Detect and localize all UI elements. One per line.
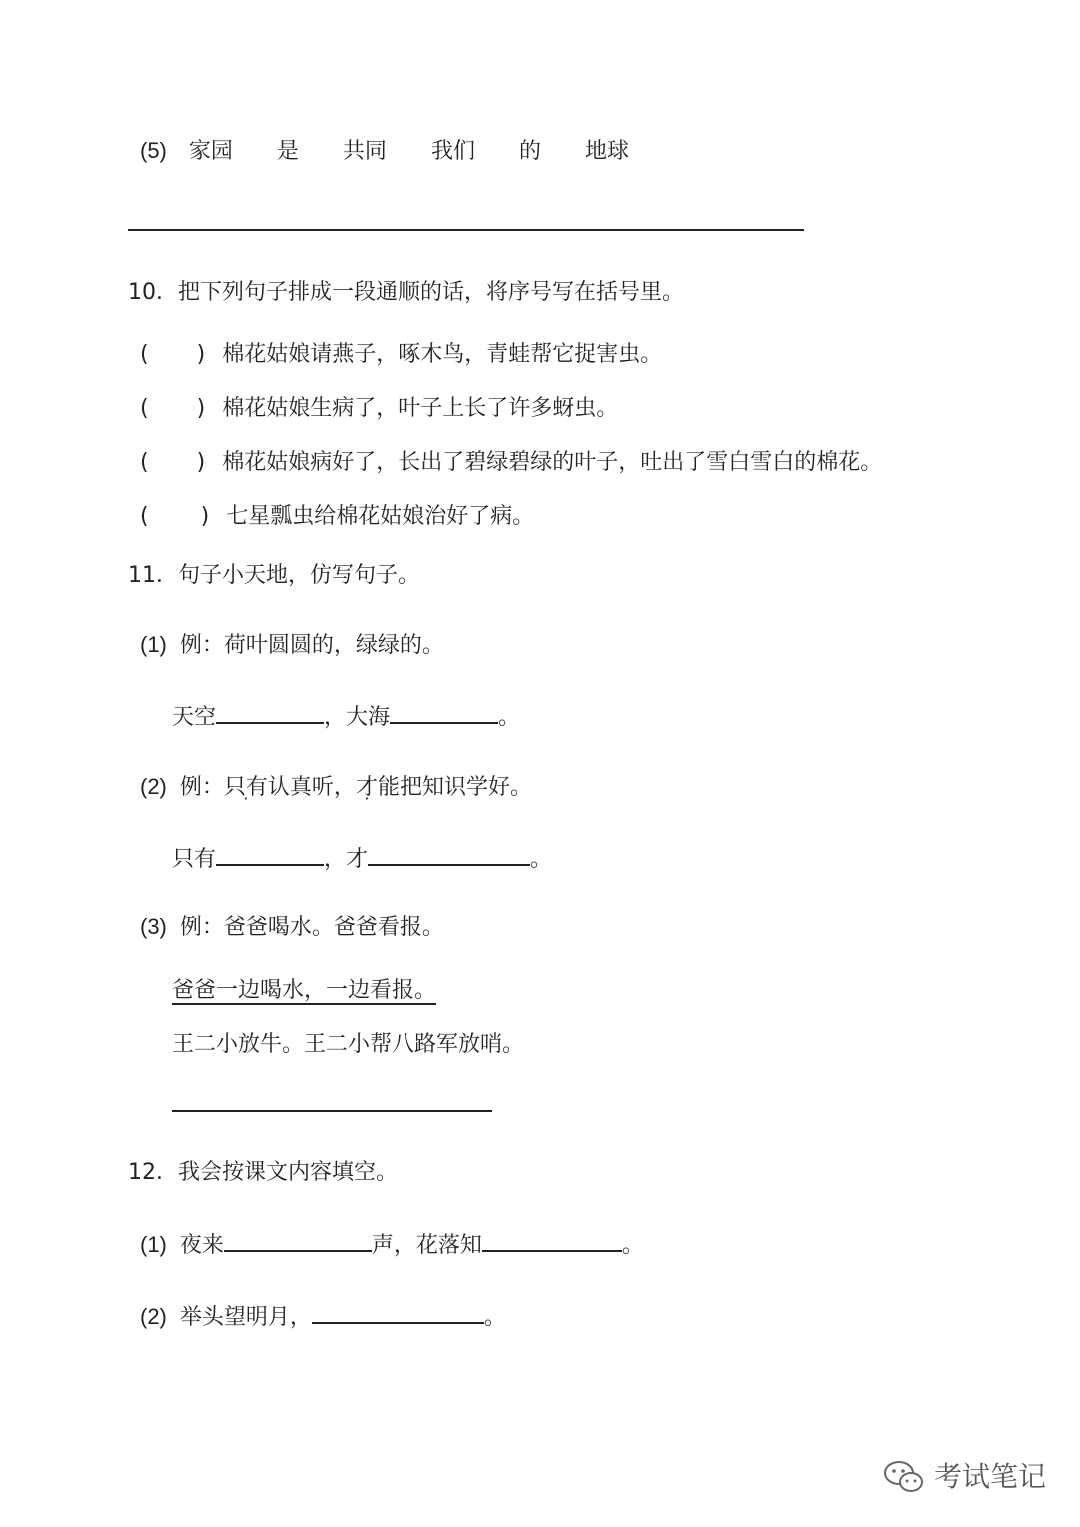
wechat-icon <box>882 1457 926 1497</box>
part-label: (2) <box>140 774 167 799</box>
q10-item <box>140 502 534 532</box>
example-text: 例： <box>179 775 224 800</box>
word-chip: 共同 <box>342 139 387 164</box>
q10-title: 10．把下列句子排成一段通顺的话，将序号写在括号里。 <box>128 280 684 305</box>
q10-item <box>140 394 618 424</box>
punct: ， <box>324 705 347 730</box>
watermark <box>882 1457 1046 1497</box>
q9-5-line <box>140 136 629 167</box>
example-text: 认真听， <box>267 775 356 800</box>
paren-close: ) <box>196 450 206 475</box>
q11-2-example <box>140 772 532 803</box>
word-chip: 我们 <box>430 139 475 164</box>
watermark-text: 考试笔记 <box>933 1460 1046 1493</box>
fill-prefix: 声，花落知 <box>371 1233 482 1258</box>
word-chip: 家园 <box>188 139 233 164</box>
q12-2 <box>140 1300 506 1333</box>
punct: 。 <box>498 705 521 730</box>
paren-open: ( <box>140 504 149 529</box>
part-label: (2) <box>140 1304 167 1329</box>
q12-title: 12．我会按课文内容填空。 <box>128 1160 398 1185</box>
part-label: (1) <box>140 632 167 657</box>
fill-blank[interactable] <box>312 1300 484 1324</box>
word-chip: 是 <box>276 139 299 164</box>
word-chip: 的 <box>518 139 541 164</box>
q11-3-example <box>140 912 444 943</box>
fill-prefix: 才 <box>346 847 369 872</box>
punct: 。 <box>530 847 553 872</box>
fill-prefix: 天空 <box>172 705 217 730</box>
fill-blank[interactable] <box>216 842 324 866</box>
fill-prefix: 举头望明月， <box>179 1305 312 1330</box>
answer-line[interactable] <box>128 229 804 231</box>
fill-blank[interactable] <box>224 1228 372 1252</box>
punct: ， <box>324 847 347 872</box>
q10-item-text: 棉花姑娘请燕子，啄木鸟，青蛙帮它捉害虫。 <box>222 342 663 367</box>
q10-item <box>140 340 662 370</box>
q10-item <box>140 448 882 478</box>
fill-prefix: 夜来 <box>179 1233 224 1258</box>
paren-open: ( <box>140 450 149 475</box>
emphasis-word: 才 <box>355 775 378 800</box>
paren-close: ) <box>200 504 210 529</box>
word-chip: 地球 <box>584 139 629 164</box>
fill-blank[interactable] <box>390 700 498 724</box>
q9-5-label: (5) <box>140 138 167 163</box>
q10-item-text: 棉花姑娘病好了，长出了碧绿碧绿的叶子，吐出了雪白雪白的棉花。 <box>222 450 883 475</box>
emphasis-word: 只有 <box>223 775 268 800</box>
q11-1-example <box>140 630 444 661</box>
q11-1-fill <box>172 700 520 733</box>
q11-3-model-answer: 爸爸一边喝水，一边看报。 <box>172 978 437 1003</box>
fill-blank[interactable] <box>482 1228 622 1252</box>
punct: 。 <box>483 1305 506 1330</box>
q10-item-text: 棉花姑娘生病了，叶子上长了许多蚜虫。 <box>222 396 619 421</box>
q11-2-fill <box>172 842 552 875</box>
part-label: (1) <box>140 1232 167 1257</box>
fill-prefix: 只有 <box>172 847 217 872</box>
q10-item-text: 七星瓢虫给棉花姑娘治好了病。 <box>226 504 535 529</box>
part-label: (3) <box>140 914 167 939</box>
q11-title: 11．句子小天地，仿写句子。 <box>128 563 420 588</box>
fill-blank[interactable] <box>216 700 324 724</box>
answer-line[interactable] <box>172 1110 492 1112</box>
punct: 。 <box>621 1233 644 1258</box>
paren-close: ) <box>196 396 206 421</box>
fill-prefix: 大海 <box>346 705 391 730</box>
q12-1 <box>140 1228 644 1261</box>
paren-close: ) <box>196 342 206 367</box>
q11-3-prompt: 王二小放牛。王二小帮八路军放哨。 <box>172 1032 525 1057</box>
paren-open: ( <box>140 342 149 367</box>
fill-blank[interactable] <box>368 842 530 866</box>
example-text: 例：爸爸喝水。爸爸看报。 <box>179 915 444 940</box>
paren-open: ( <box>140 396 149 421</box>
example-text: 例：荷叶圆圆的，绿绿的。 <box>179 633 444 658</box>
example-text: 能把知识学好。 <box>377 775 532 800</box>
